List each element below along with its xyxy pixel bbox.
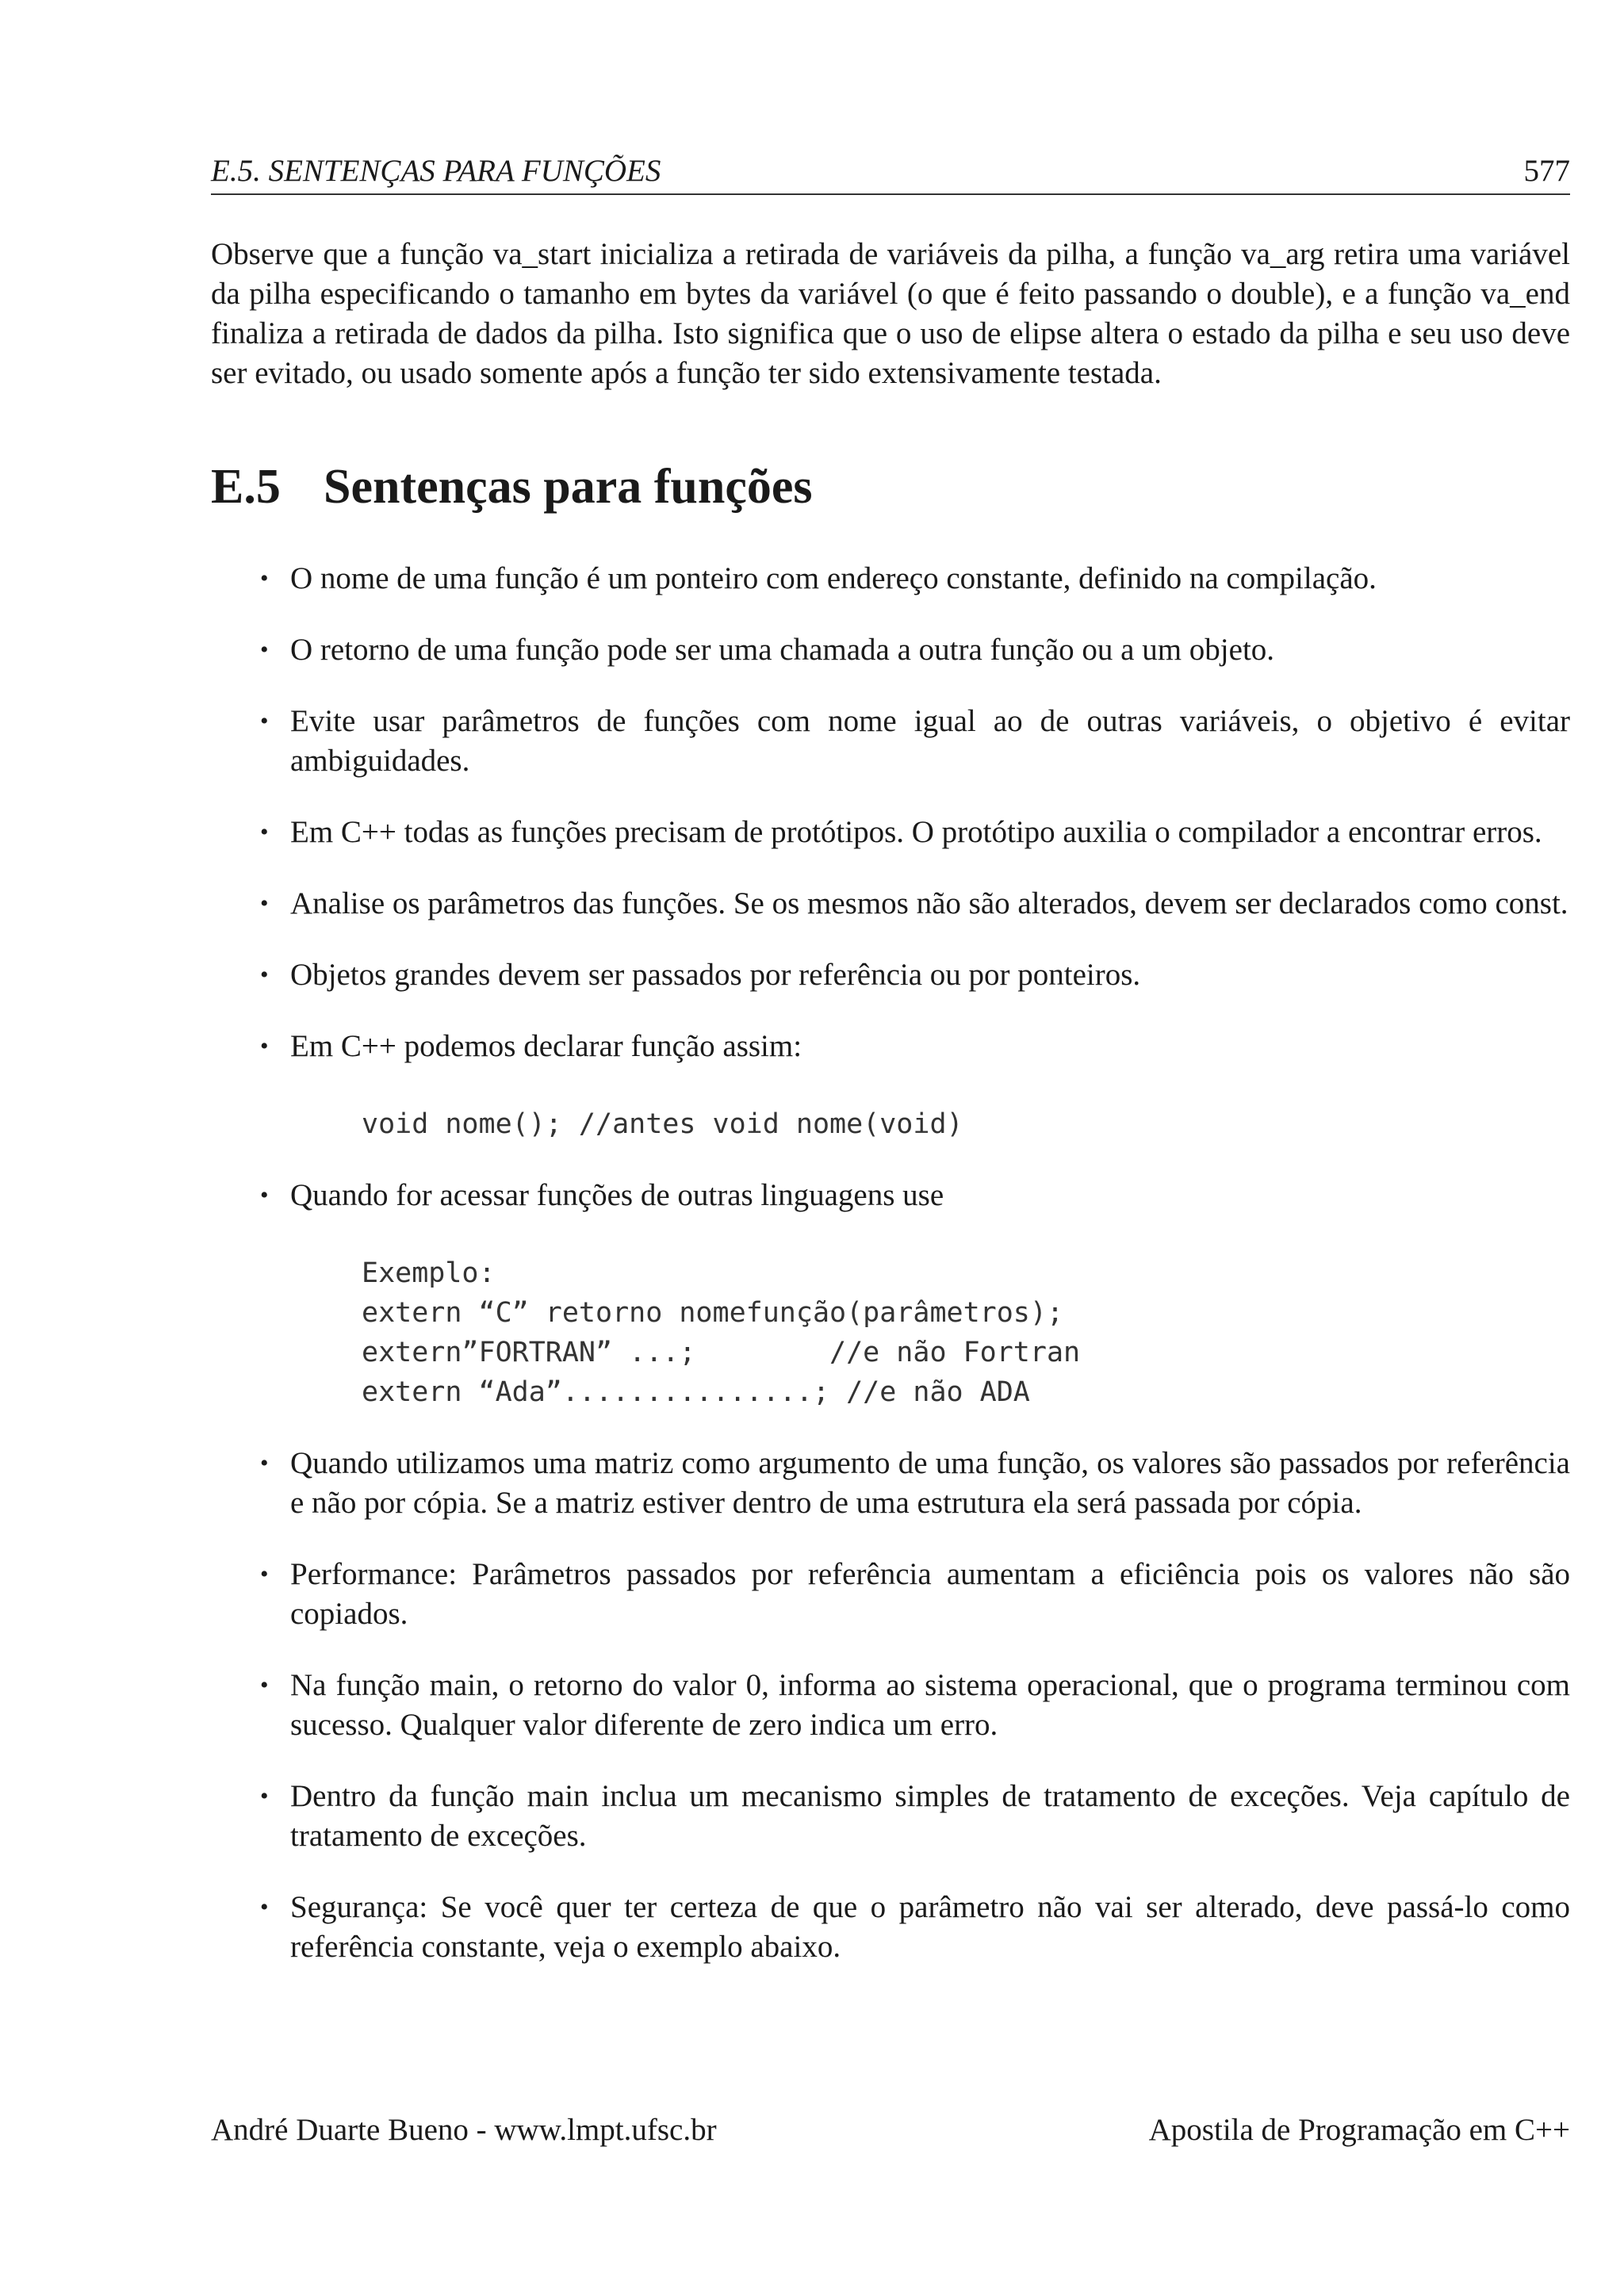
- list-item-text: Evite usar parâmetros de funções com nome igual ao de outras variáveis, o objetivo é evitar ambiguidades.: [290, 704, 1570, 779]
- code-line: extern “C” retorno nomefunção(parâmetros);: [362, 1297, 1064, 1330]
- sentences-list: [211, 559, 1570, 1967]
- list-item: [211, 1777, 1570, 1856]
- list-item-text: Em C++ podemos declarar função assim:: [290, 1029, 802, 1064]
- list-item-text: Performance: Parâmetros passados por referência aumentam a eficiência pois os valores não são copiados.: [290, 1557, 1570, 1632]
- list-item: [211, 1888, 1570, 1967]
- bullet-icon: •: [260, 1450, 269, 1477]
- code-line: extern”FORTRAN” ...; //e não Fortran: [362, 1337, 1081, 1369]
- page-body: [211, 149, 1570, 1999]
- bullet-icon: •: [260, 1561, 269, 1588]
- list-item-text: Dentro da função main inclua um mecanismo simples de tratamento de exceções. Veja capítulo de tratamento de exceções.: [290, 1779, 1570, 1854]
- bullet-icon: •: [260, 962, 269, 989]
- list-item: [211, 884, 1570, 924]
- list-item: [211, 1027, 1570, 1144]
- code-declare-function: [362, 1104, 1570, 1144]
- list-item: [211, 1666, 1570, 1745]
- code-extern-example: [362, 1253, 1570, 1412]
- list-item: [211, 1555, 1570, 1634]
- bullet-icon: •: [260, 1672, 269, 1699]
- section-title: Sentenças para funções: [324, 460, 813, 514]
- list-item-text: Segurança: Se você quer ter certeza de que o parâmetro não vai ser alterado, deve passá-lo como referência constante, veja o exemplo abaixo.: [290, 1890, 1570, 1965]
- footer-book-title: Apostila de Programação em C++: [1148, 2113, 1570, 2147]
- code-line: extern “Ada”...............; //e não ADA: [362, 1376, 1030, 1409]
- list-item: [211, 630, 1570, 670]
- running-header: [211, 149, 1570, 195]
- header-section-title: E.5. SENTENÇAS PARA FUNÇÕES: [211, 154, 661, 188]
- intro-paragraph: Observe que a função va_start inicializa a retirada de variáveis da pilha, a função va_arg retira uma variável da pilha especificando o tamanho em bytes da variável (o que é feito passando o double), e a função va_end finaliza a retirada de dados da pilha. Isto significa que o uso de elipse altera o estado da pilha e seu uso deve ser evitado, ou usado somente após a função ter sido extensivamente testada.: [211, 237, 1570, 390]
- bullet-icon: •: [260, 819, 269, 846]
- page-number: 577: [1523, 154, 1570, 188]
- list-item: [211, 559, 1570, 599]
- bullet-icon: •: [260, 1894, 269, 1921]
- section-heading: [211, 455, 1570, 519]
- list-item-text: Objetos grandes devem ser passados por referência ou por ponteiros.: [290, 958, 1141, 993]
- list-item: [211, 1176, 1570, 1412]
- bullet-icon: •: [260, 565, 269, 592]
- list-item: [211, 702, 1570, 781]
- bullet-icon: •: [260, 1182, 269, 1209]
- bullet-icon: •: [260, 1033, 269, 1060]
- bullet-icon: •: [260, 890, 269, 917]
- list-item-text: Quando utilizamos uma matriz como argumento de uma função, os valores são passados por referência e não por cópia. Se a matriz estiver dentro de uma estrutura ela será passada por cópia.: [290, 1446, 1570, 1521]
- code-line: Exemplo:: [362, 1257, 496, 1290]
- list-item-text: Analise os parâmetros das funções. Se os mesmos não são alterados, devem ser declarados como const.: [290, 886, 1568, 921]
- list-item: [211, 955, 1570, 995]
- list-item: [211, 813, 1570, 852]
- list-item-text: Em C++ todas as funções precisam de protótipos. O protótipo auxilia o compilador a encontrar erros.: [290, 815, 1542, 850]
- bullet-icon: •: [260, 637, 269, 664]
- section-number: E.5: [211, 460, 281, 514]
- list-item-text: O retorno de uma função pode ser uma chamada a outra função ou a um objeto.: [290, 633, 1275, 668]
- footer-author: André Duarte Bueno - www.lmpt.ufsc.br: [211, 2113, 717, 2147]
- bullet-icon: •: [260, 708, 269, 735]
- list-item-text: Na função main, o retorno do valor 0, informa ao sistema operacional, que o programa terminou com sucesso. Qualquer valor diferente de zero indica um erro.: [290, 1668, 1570, 1743]
- list-item: [211, 1444, 1570, 1523]
- bullet-icon: •: [260, 1783, 269, 1810]
- list-item-text: Quando for acessar funções de outras linguagens use: [290, 1178, 944, 1213]
- list-item-text: O nome de uma função é um ponteiro com endereço constante, definido na compilação.: [290, 561, 1377, 596]
- code-line: void nome(); //antes void nome(void): [362, 1108, 963, 1141]
